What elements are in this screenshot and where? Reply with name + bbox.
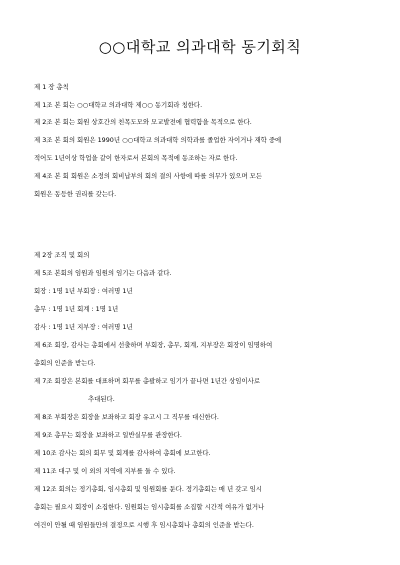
article-2: 제 2조 본 회는 회원 상호간의 친목도모와 모교발전에 협력함을 목적으로 한다. — [34, 118, 252, 126]
chapter1-heading: 제 1 장 총칙 — [34, 83, 69, 91]
document-title: ○○대학교 의과대학 동기회칙 — [98, 38, 302, 56]
article-1: 제 1조 본 회는 ○○대학교 의과대학 제○○ 동기회라 칭한다. — [34, 101, 203, 109]
article-6-line2: 총회의 인준을 받는다. — [34, 359, 96, 367]
article-4-line1: 제 4조 본 회 회원은 소정의 회비납부의 회의 결의 사항에 따를 의무가 있으며 모든 — [34, 172, 263, 180]
article-9: 제 9조 총무는 회장을 보좌하고 일반실무를 관장한다. — [34, 431, 182, 439]
article-7-line2: 추대된다. — [88, 395, 115, 403]
article-10: 제 10조 감사는 회의 회무 및 회계를 감사하여 총회에 보고한다. — [34, 449, 211, 457]
article-3-line2: 적어도 1년이상 학업을 같이 한자로서 본회의 목적에 동조하는 자로 한다. — [34, 154, 238, 162]
officer-line-1: 회장 : 1명 1년 부회장 : 여러명 1년 — [34, 287, 133, 295]
chapter2-heading: 제 2장 조직 및 회의 — [34, 251, 90, 259]
article-6-line1: 제 6조 회장, 감사는 총회에서 선출하며 부회장, 총무, 회계, 지부장은 회장이 임명하여 — [34, 341, 273, 349]
article-4-line2: 회원은 동등한 권리를 갖는다. — [34, 190, 117, 198]
article-12-line3: 여건이 안될 때 임원들만의 결정으로 시행 후 임시총회나 총회의 인준을 받는다. — [34, 521, 254, 529]
article-8: 제 8조 부회장은 회장을 보좌하고 회장 유고시 그 직무를 대신한다. — [34, 413, 219, 421]
article-11: 제 11조 대구 및 이 외의 지역에 지부를 둘 수 있다. — [34, 467, 176, 475]
article-5: 제 5조 본회의 임원과 임원의 임기는 다음과 같다. — [34, 269, 172, 277]
officer-line-2: 총무 : 1명 1년 회계 : 1명 1년 — [34, 305, 119, 313]
article-12-line1: 제 12조 회의는 정기총회, 임시총회 및 임원회를 둔다. 정기총회는 매 년 갖고 임시 — [34, 485, 262, 493]
article-3-line1: 제 3조 본 회의 회원은 1990년 ○○대학교 의과대학 의학과를 졸업한 자이거나 재학 중에 — [34, 136, 282, 144]
article-12-line2: 총회는 필요시 회장이 소집한다. 임원회는 임시총회를 소집할 시간적 여유가 없거나 — [34, 503, 265, 511]
officer-line-3: 감사 : 1명 1년 지부장 : 여러명 1년 — [34, 323, 133, 331]
article-7-line1: 제 7조 회장은 본회를 대표하며 회무를 총괄하고 임기가 끝나면 1년간 상임이사로 — [34, 377, 260, 385]
